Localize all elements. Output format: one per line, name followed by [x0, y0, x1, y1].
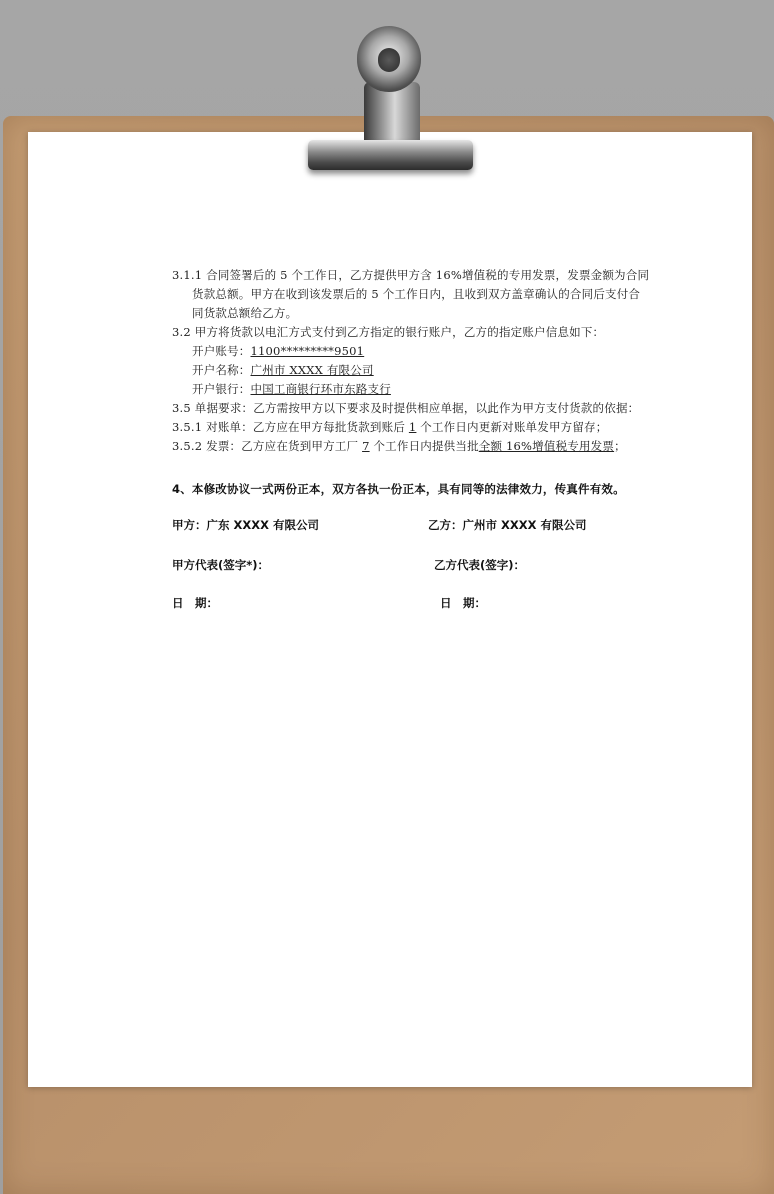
clause-3-1-1-line-3: 同货款总额给乙方。: [192, 306, 298, 320]
account-name-row: [172, 361, 732, 380]
clause-3-5-2: [172, 437, 732, 456]
account-number-label: 开户账号：: [192, 344, 251, 358]
clip-base: [308, 140, 473, 170]
clause-3-1-1-line-1: 3.1.1 合同签署后的 5 个工作日，乙方提供甲方含 16%增值税的专用发票，发票金额为合同: [172, 268, 650, 282]
party-a-representative: 甲方代表(签字*)：: [172, 558, 270, 572]
party-b-date: 日 期：: [440, 596, 486, 610]
account-number-row: [172, 342, 732, 361]
party-a-date: 日 期：: [172, 596, 218, 610]
clause-3-1-1-line-2: 货款总额。甲方在收到该发票后的 5 个工作日内，且收到双方盖章确认的合同后支付合: [192, 287, 641, 301]
party-a-name: 甲方：广东 XXXX 有限公司: [172, 518, 319, 532]
clip-hole: [378, 48, 400, 72]
clause-3-5-2-text-b: 个工作日内提供当批: [369, 439, 479, 453]
account-bank-value: 中国工商银行环市东路支行: [250, 382, 391, 396]
contract-text: [172, 266, 732, 499]
account-bank-label: 开户银行：: [192, 382, 251, 396]
clause-3-5-1-text-b: 个工作日内更新对账单发甲方留存；: [416, 420, 608, 434]
party-b-name: 乙方：广州市 XXXX 有限公司: [428, 518, 587, 532]
account-bank-row: [172, 380, 732, 399]
clause-3-5: 3.5 单据要求：乙方需按甲方以下要求及时提供相应单据，以此作为甲方支付货款的依据：: [172, 401, 640, 415]
account-name-label: 开户名称：: [192, 363, 251, 377]
clause-3-5-2-invoice: 全额 16%增值税专用发票: [478, 439, 615, 453]
clause-3-5-1-text-a: 3.5.1 对账单：乙方应在甲方每批货款到账后: [172, 420, 409, 434]
clause-3-2: 3.2 甲方将货款以电汇方式支付到乙方指定的银行账户，乙方的指定账户信息如下：: [172, 325, 605, 339]
party-b-representative: 乙方代表(签字)：: [434, 558, 526, 572]
account-name-value: 广州市 XXXX 有限公司: [250, 363, 374, 377]
clause-4: 4、本修改协议一式两份正本，双方各执一份正本，具有同等的法律效力，传真件有效。: [172, 482, 625, 496]
clause-3-5-1: [172, 418, 732, 437]
clause-3-5-1-days: 1: [408, 420, 417, 434]
binder-clip-icon: [300, 22, 480, 182]
clause-3-5-2-end: ；: [614, 439, 626, 453]
clause-3-5-2-text-a: 3.5.2 发票：乙方应在货到甲方工厂: [172, 439, 363, 453]
clause-3-5-2-days: 7: [362, 439, 370, 453]
account-number-value: 1100*********9501: [250, 344, 365, 358]
